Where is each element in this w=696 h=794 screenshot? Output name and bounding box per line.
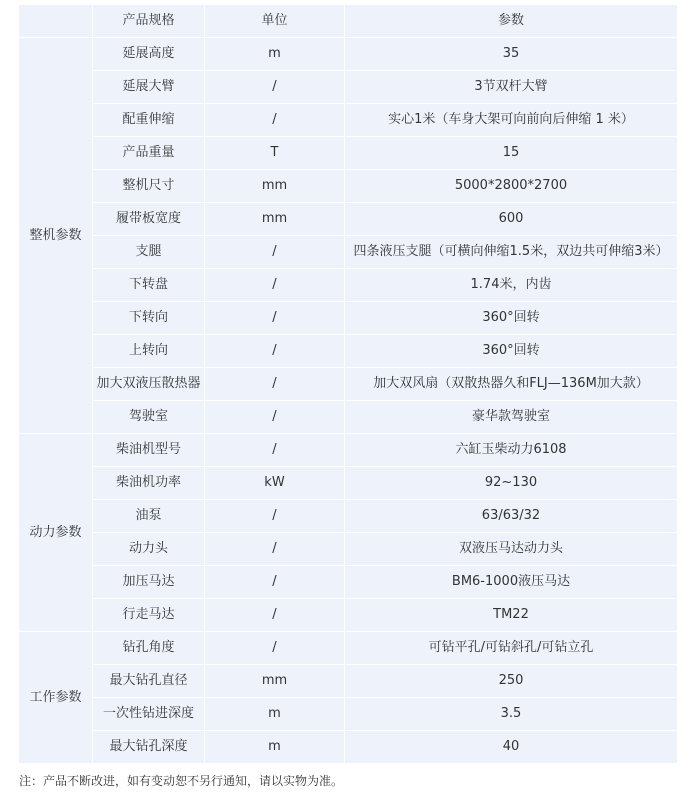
- spec-value-cell: 250: [345, 665, 678, 698]
- table-row: [19, 632, 678, 665]
- spec-value-cell: 3.5: [345, 698, 678, 731]
- spec-name-cell: 驾驶室: [93, 401, 205, 434]
- spec-value-cell: 六缸玉柴动力6108: [345, 434, 678, 467]
- spec-unit-cell: /: [205, 632, 345, 665]
- table-row: [19, 731, 678, 764]
- group-label: 整机参数: [19, 38, 93, 434]
- spec-value-cell: 40: [345, 731, 678, 764]
- table-row: [19, 38, 678, 71]
- table-row: [19, 104, 678, 137]
- spec-name-cell: 柴油机型号: [93, 434, 205, 467]
- table-row: [19, 236, 678, 269]
- spec-unit-cell: /: [205, 335, 345, 368]
- header-unit-cell: 单位: [205, 5, 345, 38]
- spec-unit-cell: /: [205, 599, 345, 632]
- spec-name-cell: 加压马达: [93, 566, 205, 599]
- header-group-cell: [19, 5, 93, 38]
- table-row: [19, 302, 678, 335]
- header-name-cell: 产品规格: [93, 5, 205, 38]
- spec-unit-cell: m: [205, 698, 345, 731]
- table-row: [19, 566, 678, 599]
- spec-name-cell: 配重伸缩: [93, 104, 205, 137]
- spec-name-cell: 行走马达: [93, 599, 205, 632]
- spec-value-cell: 双液压马达动力头: [345, 533, 678, 566]
- spec-value-cell: 可钻平孔/可钻斜孔/可钻立孔: [345, 632, 678, 665]
- table-row: [19, 500, 678, 533]
- spec-unit-cell: T: [205, 137, 345, 170]
- spec-unit-cell: mm: [205, 170, 345, 203]
- spec-name-cell: 钻孔角度: [93, 632, 205, 665]
- table-row: [19, 368, 678, 401]
- table-row: [19, 401, 678, 434]
- spec-unit-cell: /: [205, 236, 345, 269]
- spec-name-cell: 履带板宽度: [93, 203, 205, 236]
- spec-value-cell: 92~130: [345, 467, 678, 500]
- spec-name-cell: 柴油机功率: [93, 467, 205, 500]
- spec-unit-cell: /: [205, 566, 345, 599]
- table-row: [19, 269, 678, 302]
- group-label: 工作参数: [19, 632, 93, 764]
- spec-name-cell: 动力头: [93, 533, 205, 566]
- spec-value-cell: 600: [345, 203, 678, 236]
- spec-unit-cell: /: [205, 401, 345, 434]
- spec-value-cell: 5000*2800*2700: [345, 170, 678, 203]
- spec-unit-cell: /: [205, 104, 345, 137]
- spec-value-cell: 加大双风扇（双散热器久和FLJ—136M加大款）: [345, 368, 678, 401]
- table-row: [19, 467, 678, 500]
- spec-name-cell: 一次性钻进深度: [93, 698, 205, 731]
- spec-name-cell: 延展大臂: [93, 71, 205, 104]
- header-row: [19, 5, 678, 38]
- spec-value-cell: 15: [345, 137, 678, 170]
- spec-name-cell: 加大双液压散热器: [93, 368, 205, 401]
- spec-value-cell: 3节双杆大臂: [345, 71, 678, 104]
- group-label: 动力参数: [19, 434, 93, 632]
- footnote: 注：产品不断改进，如有变动恕不另行通知，请以实物为准。: [19, 774, 344, 788]
- header-param-cell: 参数: [345, 5, 678, 38]
- spec-unit-cell: mm: [205, 665, 345, 698]
- spec-value-cell: TM22: [345, 599, 678, 632]
- spec-value-cell: BM6-1000液压马达: [345, 566, 678, 599]
- spec-name-cell: 延展高度: [93, 38, 205, 71]
- spec-name-cell: 下转盘: [93, 269, 205, 302]
- spec-name-cell: 产品重量: [93, 137, 205, 170]
- spec-table-body: [19, 5, 678, 764]
- spec-table: [19, 5, 678, 764]
- table-row: [19, 665, 678, 698]
- spec-unit-cell: mm: [205, 203, 345, 236]
- spec-value-cell: 1.74米，内齿: [345, 269, 678, 302]
- spec-value-cell: 35: [345, 38, 678, 71]
- spec-unit-cell: m: [205, 731, 345, 764]
- table-row: [19, 203, 678, 236]
- spec-value-cell: 豪华款驾驶室: [345, 401, 678, 434]
- spec-unit-cell: /: [205, 500, 345, 533]
- spec-value-cell: 四条液压支腿（可横向伸缩1.5米，双边共可伸缩3米）: [345, 236, 678, 269]
- table-row: [19, 434, 678, 467]
- spec-unit-cell: kW: [205, 467, 345, 500]
- spec-value-cell: 实心1米（车身大架可向前向后伸缩 1 米）: [345, 104, 678, 137]
- spec-unit-cell: /: [205, 71, 345, 104]
- spec-unit-cell: m: [205, 38, 345, 71]
- table-row: [19, 698, 678, 731]
- spec-value-cell: 360°回转: [345, 302, 678, 335]
- spec-unit-cell: /: [205, 434, 345, 467]
- spec-unit-cell: /: [205, 302, 345, 335]
- spec-name-cell: 下转向: [93, 302, 205, 335]
- spec-name-cell: 油泵: [93, 500, 205, 533]
- table-row: [19, 71, 678, 104]
- spec-unit-cell: /: [205, 368, 345, 401]
- table-row: [19, 335, 678, 368]
- spec-name-cell: 上转向: [93, 335, 205, 368]
- table-row: [19, 599, 678, 632]
- spec-name-cell: 整机尺寸: [93, 170, 205, 203]
- spec-name-cell: 最大钻孔深度: [93, 731, 205, 764]
- table-row: [19, 170, 678, 203]
- spec-value-cell: 63/63/32: [345, 500, 678, 533]
- table-row: [19, 137, 678, 170]
- spec-unit-cell: /: [205, 269, 345, 302]
- spec-name-cell: 支腿: [93, 236, 205, 269]
- spec-name-cell: 最大钻孔直径: [93, 665, 205, 698]
- table-row: [19, 533, 678, 566]
- spec-unit-cell: /: [205, 533, 345, 566]
- spec-value-cell: 360°回转: [345, 335, 678, 368]
